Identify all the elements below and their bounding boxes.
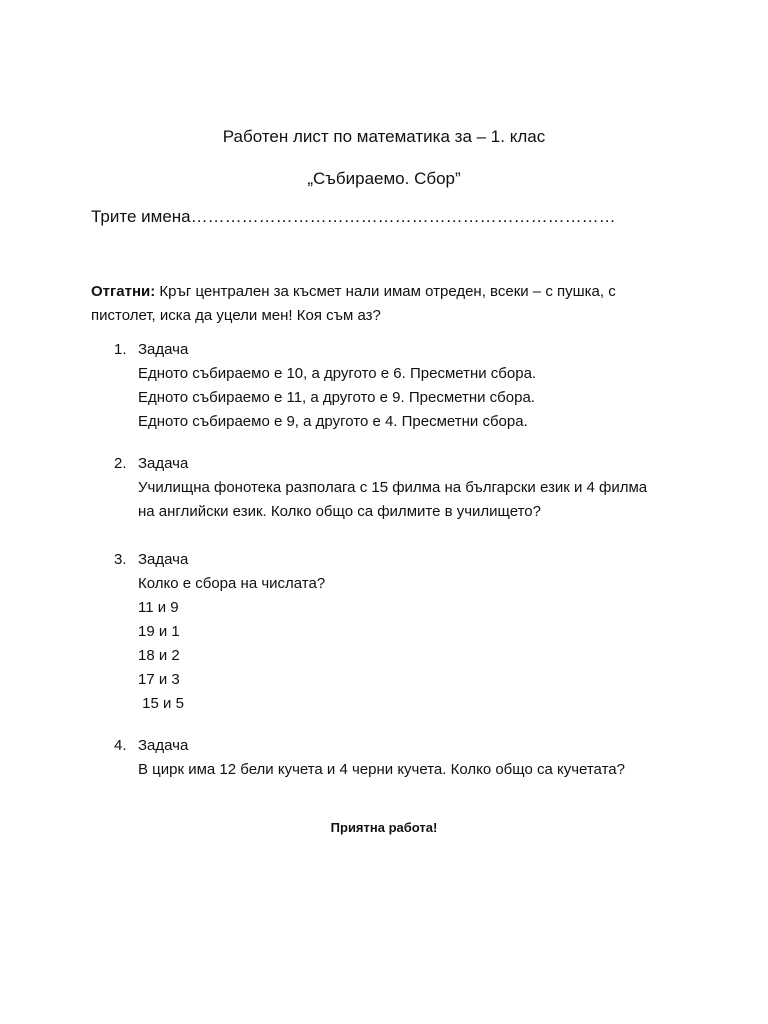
task-number: 3. [114,551,127,568]
name-field-line: Трите имена………………………………………………………………… [91,207,616,226]
task-line: Колко е сбора на числата? [138,575,326,592]
task-line: В цирк има 12 бели кучета и 4 черни кучета. Колко общо са кучетата? [138,761,625,778]
task-heading: Задача [138,737,189,754]
task-number: 2. [114,455,127,472]
riddle-label: Отгатни: [91,283,156,300]
task-2 [114,452,704,524]
task-line: 15 и 5 [138,695,184,712]
task-number: 4. [114,737,127,754]
page-title: Работен лист по математика за – 1. клас [222,127,546,146]
task-line: 18 и 2 [138,647,180,664]
task-line: 19 и 1 [138,623,180,640]
riddle-paragraph [91,280,681,328]
task-line: Училищна фонотека разполага с 15 филма на български език и 4 филма на английски език. Колко общо са филмите в училището? [138,479,648,520]
task-line: Едното събираемо е 11, а другото е 9. Пресметни сбора. [138,389,535,406]
task-line: 17 и 3 [138,671,180,688]
task-line: 11 и 9 [138,599,179,616]
task-line: Едното събираемо е 10, а другото е 6. Пресметни сбора. [138,365,537,382]
task-line: Едното събираемо е 9, а другото е 4. Пресметни сбора. [138,413,528,430]
task-heading: Задача [138,341,189,358]
task-3 [114,548,704,716]
page-subtitle: „Събираемо. Сбор” [307,169,461,188]
task-heading: Задача [138,455,189,472]
task-number: 1. [114,341,127,358]
closing-note: Приятна работа! [330,820,438,835]
task-1 [114,338,704,434]
task-heading: Задача [138,551,189,568]
task-4 [114,734,704,782]
riddle-text: Кръг централен за късмет нали имам отреден, всеки – с пушка, с пистолет, иска да уцели мен! Коя съм аз? [91,283,616,324]
